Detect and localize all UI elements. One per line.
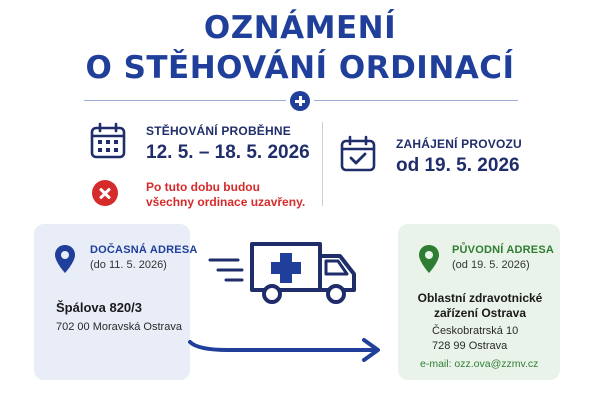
orig-address-city: 728 99 Ostrava xyxy=(432,340,508,352)
temp-address-city: 702 00 Moravská Ostrava xyxy=(56,321,182,333)
section-separator xyxy=(322,122,323,206)
page-title-line2: O STĚHOVÁNÍ ORDINACÍ xyxy=(85,50,515,86)
x-circle-icon xyxy=(92,180,118,206)
warning-line2: všechny ordinace uzavřeny. xyxy=(146,195,306,209)
divider-right xyxy=(314,100,518,101)
divider-left xyxy=(84,100,286,101)
page-title-line1: OZNÁMENÍ xyxy=(203,10,397,46)
orig-address-street: Českobratrská 10 xyxy=(432,325,519,337)
orig-org-line2: zařízení Ostrava xyxy=(433,306,527,320)
moving-label: STĚHOVÁNÍ PROBĚHNE xyxy=(146,124,291,138)
temp-address-street: Špálova 820/3 xyxy=(56,300,142,315)
location-pin-icon xyxy=(418,244,440,274)
location-pin-icon xyxy=(54,244,76,274)
temp-address-since: (do 11. 5. 2026) xyxy=(90,259,167,271)
start-date: od 19. 5. 2026 xyxy=(396,155,520,176)
temp-address-label: DOČASNÁ ADRESA xyxy=(90,244,198,256)
orig-address-since: (od 19. 5. 2026) xyxy=(452,259,530,271)
moving-dates: 12. 5. – 18. 5. 2026 xyxy=(146,142,310,163)
orig-org-line1: Oblastní zdravotnické xyxy=(417,291,543,305)
ambulance-icon xyxy=(208,238,368,308)
orig-address-label: PŮVODNÍ ADRESA xyxy=(452,244,555,256)
medical-plus-icon xyxy=(290,91,310,111)
move-arrow-icon xyxy=(188,330,394,370)
orig-address-email[interactable]: e-mail: ozz.ova@zzmv.cz xyxy=(420,358,539,370)
calendar-grid-icon xyxy=(90,123,126,159)
start-label: ZAHÁJENÍ PROVOZU xyxy=(396,137,522,151)
warning-line1: Po tuto dobu budou xyxy=(146,180,260,194)
calendar-check-icon xyxy=(340,136,376,172)
